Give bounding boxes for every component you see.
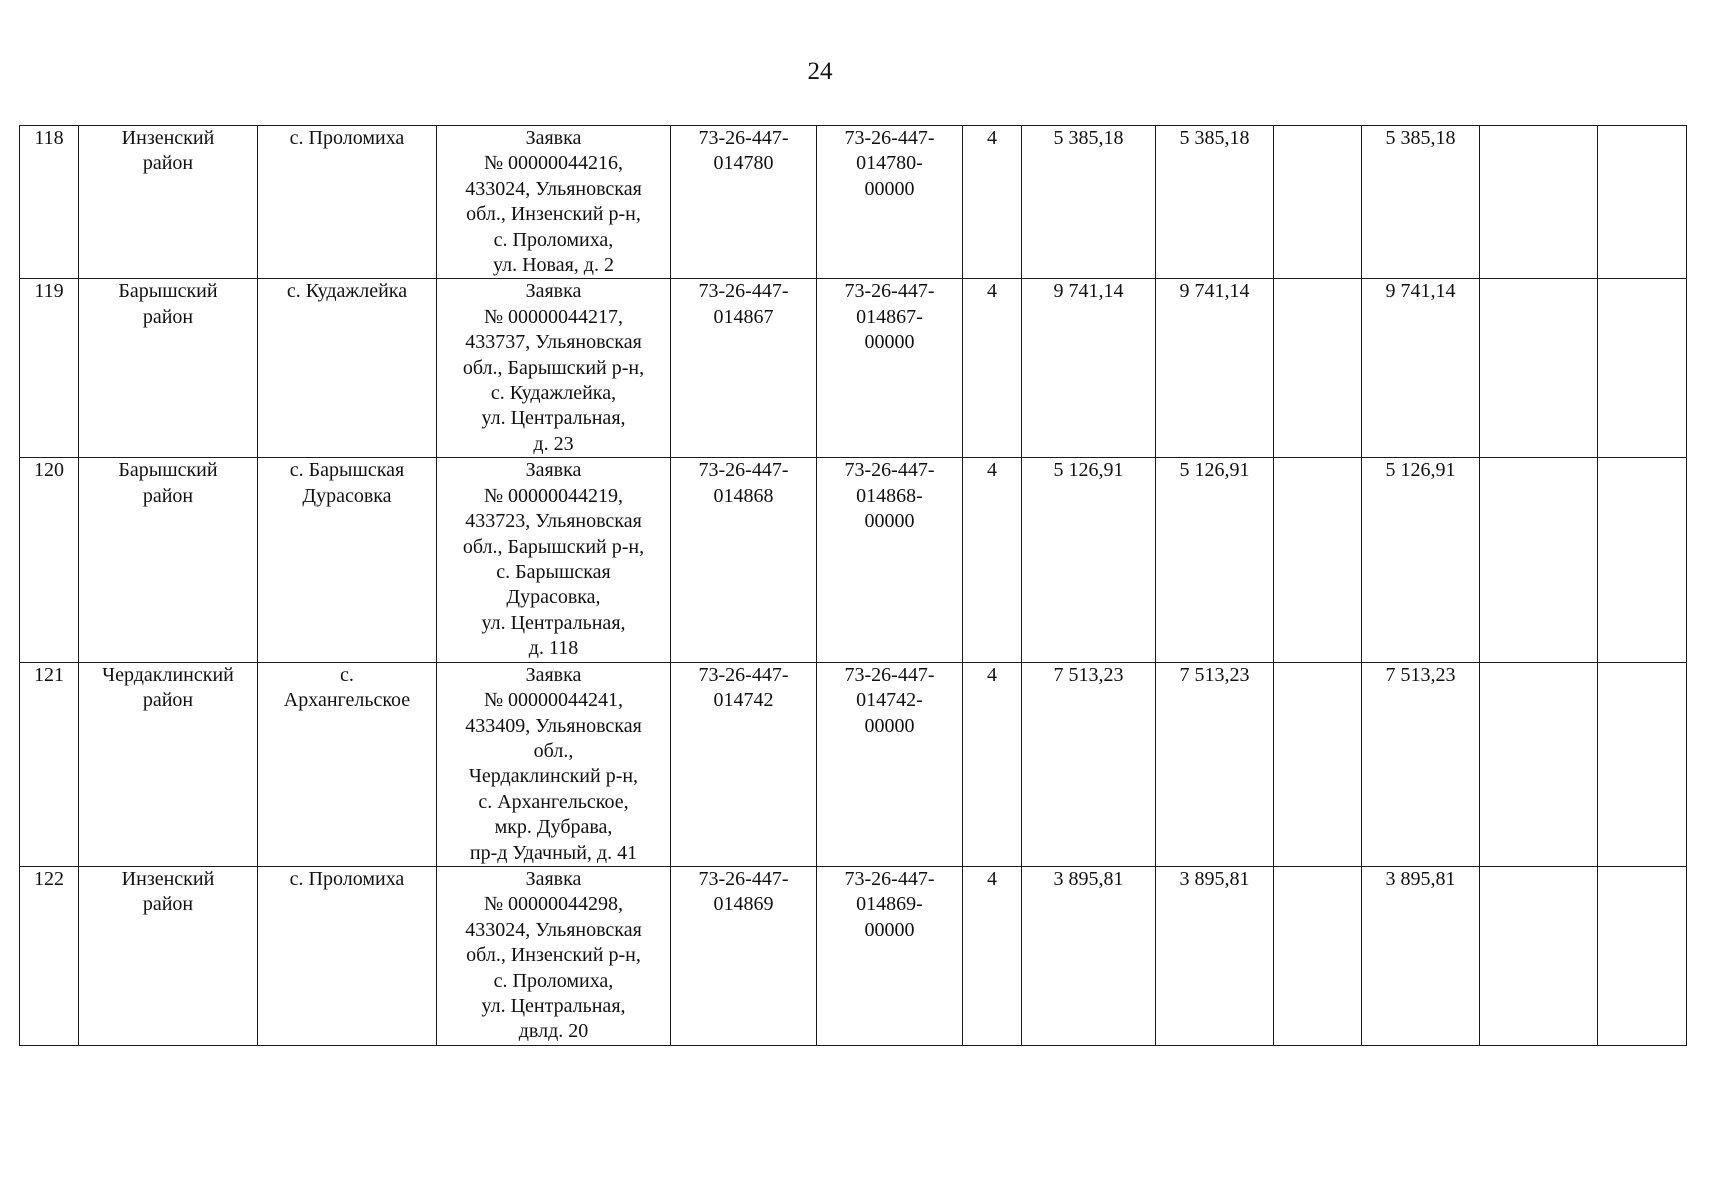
amount-cell: 5 126,91 xyxy=(1156,458,1274,662)
request-cell: Заявка № 00000044217, 433737, Ульяновская обл., Барышский р-н, с. Кудажлейка, ул. Центральная, д. 23 xyxy=(437,279,671,458)
request-cell: Заявка № 00000044298, 433024, Ульяновская обл., Инзенский р-н, с. Проломиха, ул. Центральная, двлд. 20 xyxy=(437,866,671,1045)
amount-cell: 5 126,91 xyxy=(1022,458,1156,662)
amount-cell: 5 385,18 xyxy=(1156,126,1274,279)
amount-cell: 9 741,14 xyxy=(1022,279,1156,458)
amount-cell: 3 895,81 xyxy=(1022,866,1156,1045)
amount-cell: 5 385,18 xyxy=(1362,126,1480,279)
district-cell: Инзенский район xyxy=(79,866,258,1045)
amount-cell: 7 513,23 xyxy=(1362,662,1480,866)
code-full-cell: 73-26-447- 014868- 00000 xyxy=(817,458,963,662)
extra-cell xyxy=(1480,279,1598,458)
extra-cell xyxy=(1480,866,1598,1045)
quantity-cell: 4 xyxy=(963,279,1022,458)
code-cell: 73-26-447- 014742 xyxy=(671,662,817,866)
code-cell: 73-26-447- 014867 xyxy=(671,279,817,458)
table-row xyxy=(20,662,1687,866)
row-number: 122 xyxy=(20,866,79,1045)
table-row xyxy=(20,126,1687,279)
district-cell: Чердаклинский район xyxy=(79,662,258,866)
amount-cell: 3 895,81 xyxy=(1362,866,1480,1045)
table-row xyxy=(20,866,1687,1045)
quantity-cell: 4 xyxy=(963,126,1022,279)
quantity-cell: 4 xyxy=(963,458,1022,662)
code-full-cell: 73-26-447- 014869- 00000 xyxy=(817,866,963,1045)
table-row xyxy=(20,279,1687,458)
amount-cell: 7 513,23 xyxy=(1156,662,1274,866)
amount-cell: 7 513,23 xyxy=(1022,662,1156,866)
amount-cell: 5 126,91 xyxy=(1362,458,1480,662)
extra-cell xyxy=(1598,662,1687,866)
extra-cell xyxy=(1598,126,1687,279)
extra-cell xyxy=(1480,458,1598,662)
extra-cell xyxy=(1598,279,1687,458)
table-row xyxy=(20,458,1687,662)
amount-cell: 9 741,14 xyxy=(1362,279,1480,458)
request-cell: Заявка № 00000044241, 433409, Ульяновская обл., Чердаклинский р-н, с. Архангельское, мкр. Дубрава, пр-д Удачный, д. 41 xyxy=(437,662,671,866)
amount-cell: 9 741,14 xyxy=(1156,279,1274,458)
page-number: 24 xyxy=(807,58,833,85)
locality-cell: с. Архангельское xyxy=(258,662,437,866)
row-number: 118 xyxy=(20,126,79,279)
request-cell: Заявка № 00000044219, 433723, Ульяновская обл., Барышский р-н, с. Барышская Дурасовка, ул. Центральная, д. 118 xyxy=(437,458,671,662)
amount-cell xyxy=(1274,662,1362,866)
code-full-cell: 73-26-447- 014780- 00000 xyxy=(817,126,963,279)
code-cell: 73-26-447- 014869 xyxy=(671,866,817,1045)
row-number: 121 xyxy=(20,662,79,866)
extra-cell xyxy=(1480,662,1598,866)
locality-cell: с. Проломиха xyxy=(258,126,437,279)
district-cell: Барышский район xyxy=(79,279,258,458)
code-full-cell: 73-26-447- 014742- 00000 xyxy=(817,662,963,866)
quantity-cell: 4 xyxy=(963,866,1022,1045)
amount-cell xyxy=(1274,458,1362,662)
code-cell: 73-26-447- 014780 xyxy=(671,126,817,279)
extra-cell xyxy=(1598,458,1687,662)
quantity-cell: 4 xyxy=(963,662,1022,866)
amount-cell xyxy=(1274,279,1362,458)
district-cell: Инзенский район xyxy=(79,126,258,279)
locality-cell: с. Проломиха xyxy=(258,866,437,1045)
amount-cell: 5 385,18 xyxy=(1022,126,1156,279)
amount-cell xyxy=(1274,866,1362,1045)
extra-cell xyxy=(1480,126,1598,279)
locality-cell: с. Кудажлейка xyxy=(258,279,437,458)
request-cell: Заявка № 00000044216, 433024, Ульяновская обл., Инзенский р-н, с. Проломиха, ул. Новая, д. 2 xyxy=(437,126,671,279)
amount-cell xyxy=(1274,126,1362,279)
extra-cell xyxy=(1598,866,1687,1045)
amount-cell: 3 895,81 xyxy=(1156,866,1274,1045)
locality-cell: с. Барышская Дурасовка xyxy=(258,458,437,662)
code-full-cell: 73-26-447- 014867- 00000 xyxy=(817,279,963,458)
district-cell: Барышский район xyxy=(79,458,258,662)
row-number: 120 xyxy=(20,458,79,662)
row-number: 119 xyxy=(20,279,79,458)
data-table xyxy=(19,125,1687,1046)
code-cell: 73-26-447- 014868 xyxy=(671,458,817,662)
